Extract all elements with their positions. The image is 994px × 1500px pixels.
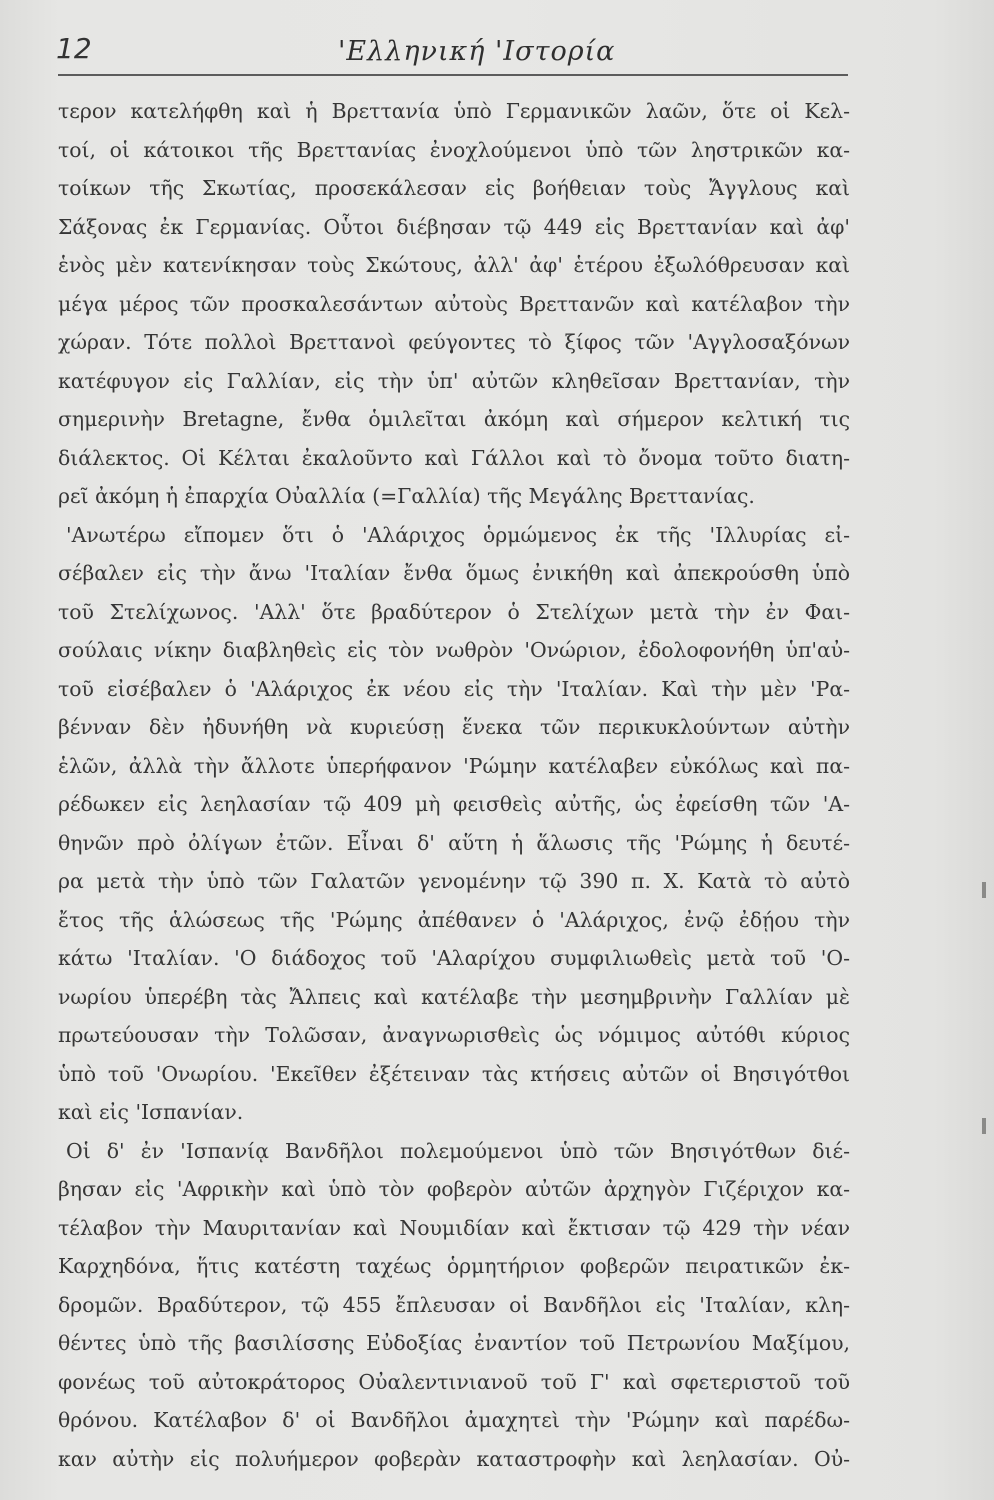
text-line: 'Ανωτέρω εἴπομεν ὅτι ὁ 'Αλάριχος ὁρμώμενος ἐκ τῆς 'Ιλλυρίας εἰ- [66,522,850,547]
text-line: σέβαλεν εἰς τὴν ἄνω 'Ιταλίαν ἔνθα ὅμως ἐνικήθη καὶ ἀπεκρούσθη ὑπὸ [58,561,850,585]
text-line: σούλαις νίκην διαβληθεὶς εἰς τὸν νωθρὸν 'Ονώριον, ἐδολοφονήθη ὑπ'αὐ- [58,638,850,662]
text-line: ἑλῶν, ἀλλὰ τὴν ἄλλοτε ὑπερήφανον 'Ρώμην κατέλαβεν εὐκόλως καὶ πα- [58,753,850,778]
text-line: βένναν δὲν ἠδυνήθη νὰ κυριεύσῃ ἕνεκα τῶν περικυκλούντων αὐτὴν [58,715,850,739]
body-text [58,92,850,1471]
text-line: σημερινὴν Bretagne, ἔνθα ὁμιλεῖται ἀκόμη καὶ σήμερον κελτική τις [58,407,850,431]
text-line: χώραν. Τότε πολλοὶ Βρεττανοὶ φεύγοντες τὸ ξίφος τῶν 'Αγγλοσαξόνων [58,330,850,354]
text-line: τοί, οἱ κάτοικοι τῆς Βρεττανίας ἐνοχλούμενοι ὑπὸ τῶν ληστρικῶν κα- [58,137,850,162]
text-line: κατέφυγον εἰς Γαλλίαν, εἰς τὴν ὑπ' αὐτῶν κληθεῖσαν Βρεττανίαν, τὴν [58,368,850,393]
running-title: 'Ελληνική 'Ιστορία [338,36,616,67]
header-rule [58,74,848,76]
text-line: θέντες ὑπὸ τῆς βασιλίσσης Εὐδοξίας ἐναντίον τοῦ Πετρωνίου Μαξίμου, [58,1331,850,1355]
text-line: Καρχηδόνα, ἥτις κατέστη ταχέως ὁρμητήριον φοβερῶν πειρατικῶν ἐκ- [58,1254,850,1278]
text-line: ἔτος τῆς ἁλώσεως τῆς 'Ρώμης ἀπέθανεν ὁ 'Αλάριχος, ἐνῷ ἐδῄου τὴν [58,907,850,932]
page-edge-mark [982,1118,986,1134]
page-header [48,28,848,72]
text-line: καὶ εἰς 'Ισπανίαν. [58,1100,244,1124]
text-line: πρωτεύουσαν τὴν Τολῶσαν, ἀναγνωρισθεὶς ὡς νόμιμος αὐτόθι κύριος [58,1023,850,1047]
text-line: τερον κατελήφθη καὶ ἡ Βρεττανία ὑπὸ Γερμανικῶν λαῶν, ὅτε οἱ Κελ- [58,99,850,123]
text-line: διάλεκτος. Οἱ Κέλται ἐκαλοῦντο καὶ Γάλλοι καὶ τὸ ὄνομα τοῦτο διατη- [58,445,850,470]
text-line: Οἱ δ' ἐν 'Ισπανίᾳ Βανδῆλοι πολεμούμενοι ὑπὸ τῶν Βησιγότθων διέ- [66,1138,850,1163]
text-line: βησαν εἰς 'Αφρικὴν καὶ ὑπὸ τὸν φοβερὸν αὐτῶν ἀρχηγὸν Γιζέριχον κα- [58,1177,850,1201]
text-line: κάτω 'Ιταλίαν. 'Ο διάδοχος τοῦ 'Αλαρίχου συμφιλιωθεὶς μετὰ τοῦ 'Ο- [58,946,850,970]
text-line: Σάξονας ἐκ Γερμανίας. Οὗτοι διέβησαν τῷ 449 εἰς Βρεττανίαν καὶ ἀφ' [58,214,850,239]
text-line: τοῦ εἰσέβαλεν ὁ 'Αλάριχος ἐκ νέου εἰς τὴν 'Ιταλίαν. Καὶ τὴν μὲν 'Ρα- [58,676,850,701]
text-line: καν αὐτὴν εἰς πολυήμερον φοβερὰν καταστροφὴν καὶ λεηλασίαν. Οὐ- [58,1446,850,1471]
page-number: 12 [56,32,92,65]
text-line: μέγα μέρος τῶν προσκαλεσάντων αὐτοὺς Βρεττανῶν καὶ κατέλαβον τὴν [58,291,850,316]
text-line: τοίκων τῆς Σκωτίας, προσεκάλεσαν εἰς βοήθειαν τοὺς Ἄγγλους καὶ [58,176,850,200]
text-line: ἑνὸς μὲν κατενίκησαν τοὺς Σκώτους, ἀλλ' ἀφ' ἑτέρου ἐξωλόθρευσαν καὶ [58,253,850,277]
text-line: τέλαβον τὴν Μαυριτανίαν καὶ Νουμιδίαν καὶ ἔκτισαν τῷ 429 τὴν νέαν [58,1215,850,1240]
text-line: ρέδωκεν εἰς λεηλασίαν τῷ 409 μὴ φεισθεὶς αὐτῆς, ὡς ἐφείσθη τῶν 'Α- [58,792,850,816]
page-edge-mark [982,882,986,898]
text-line: θηνῶν πρὸ ὀλίγων ἐτῶν. Εἶναι δ' αὕτη ἡ ἅλωσις τῆς 'Ρώμης ἡ δευτέ- [58,830,850,855]
text-line: νωρίου ὑπερέβη τὰς Ἄλπεις καὶ κατέλαβε τὴν μεσημβρινὴν Γαλλίαν μὲ [58,984,850,1009]
text-line: ὑπὸ τοῦ 'Ονωρίου. 'Εκεῖθεν ἐξέτειναν τὰς κτήσεις αὐτῶν οἱ Βησιγότθοι [58,1061,850,1086]
text-line: ρα μετὰ τὴν ὑπὸ τῶν Γαλατῶν γενομένην τῷ 390 π. Χ. Κατὰ τὸ αὐτὸ [58,869,850,893]
text-line: ρεῖ ἀκόμη ἡ ἐπαρχία Οὐαλλία (=Γαλλία) τῆς Μεγάλης Βρεττανίας. [58,484,755,508]
text-line: θρόνου. Κατέλαβον δ' οἱ Βανδῆλοι ἀμαχητεὶ τὴν 'Ρώμην καὶ παρέδω- [58,1408,850,1432]
text-line: τοῦ Στελίχωνος. 'Αλλ' ὅτε βραδύτερον ὁ Στελίχων μετὰ τὴν ἐν Φαι- [58,599,850,624]
text-line: δρομῶν. Βραδύτερον, τῷ 455 ἔπλευσαν οἱ Βανδῆλοι εἰς 'Ιταλίαν, κλη- [58,1292,850,1317]
text-line: φονέως τοῦ αὐτοκράτορος Οὐαλεντινιανοῦ τοῦ Γ' καὶ σφετεριστοῦ τοῦ [58,1369,850,1394]
